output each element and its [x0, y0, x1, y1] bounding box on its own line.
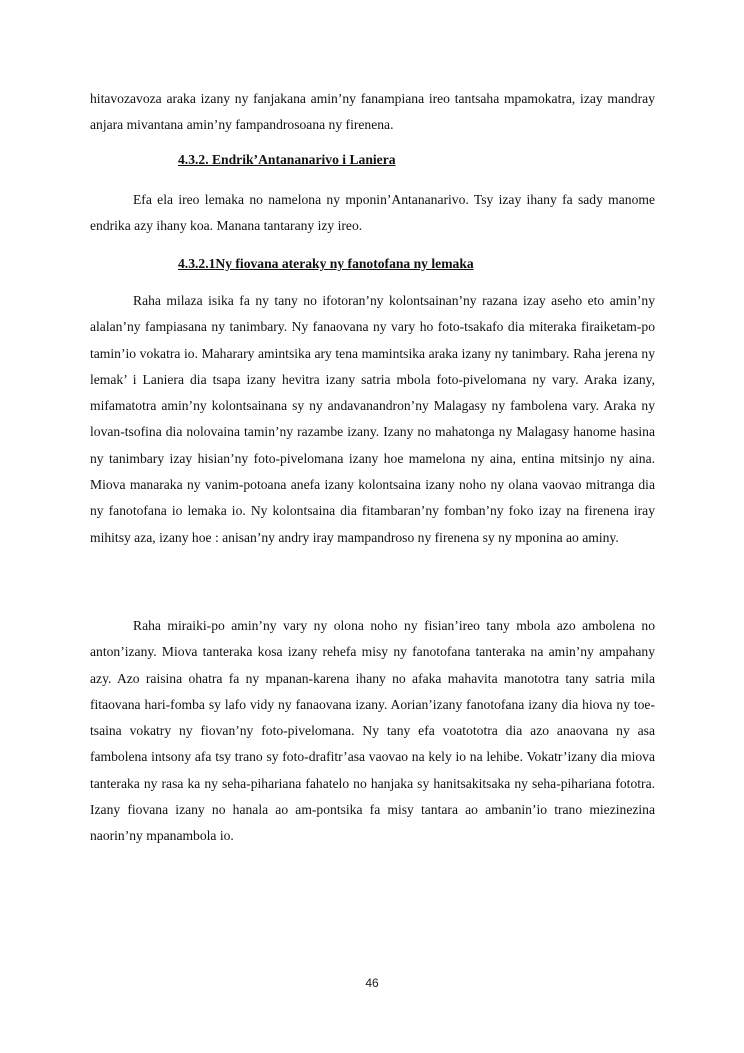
subsection-heading-4-3-2-1: 4.3.2.1Ny fiovana ateraky ny fanotofana ny lemaka [178, 256, 474, 271]
paragraph-continuation: hitavozavoza araka izany ny fanjakana amin’ny fanampiana ireo tantsaha mpamokatra, izay mandray anjara mivantana amin’ny fampandrosoana ny firenena. [90, 91, 655, 133]
section-heading-4-3-2: 4.3.2. Endrik’Antananarivo i Laniera [178, 152, 396, 167]
paragraph-change: Raha miraiki-po amin’ny vary ny olona noho ny fisian’ireo tany mbola azo ambolena no anton’izany. Miova tanteraka kosa izany rehefa misy ny fanotofana tanteraka na amin’ny ampahany azy. Azo raisina ohatra fa ny mpanan-karena ihany no afaka mahavita manototra tany satria mila fitaovana hari-fomba sy lafo vidy ny fanaovana izany. Aorian’izany fanotofana izany dia hiova ny toe-tsaina vokatry ny fiovan’ny foto-pivelomana. Ny tany efa voatototra dia azo anaovana ny asa fambolena intsony afa tsy trano sy foto-drafitr’asa vaovao na kely io na lehibe. Vokatr’izany dia miova tanteraka ny rasa ka ny seha-pihariana fahatelo no hanjaka sy hanitsakitsaka ny seha-pihariana fototra. Izany fiovana izany no hanala ao am-pontsika fa misy tantara ao ambanin’io trano miezinezina naorin’ny mpanambola io. [90, 618, 655, 844]
page-number: 46 [365, 976, 379, 990]
paragraph-culture: Raha milaza isika fa ny tany no ifotoran’ny kolontsainan’ny razana izay aseho eto amin’ny alalan’ny fampiasana ny tanimbary. Ny fanaovana ny vary ho foto-tsakafo dia miteraka firaiketam-po tamin’io vokatra io. Maharary amintsika ary tena mamintsika araka izany ny tanimbary. Raha jerena ny lemak’ i Laniera dia tsapa izany hevitra izany satria mbola foto-pivelomana ny vary. Araka izany, mifamatotra amin’ny kolontsainana sy ny andavanandron’ny Malagasy ny fambolena vary. Araka ny lovan-tsofina dia nolovaina tamin’ny razambe izany. Izany no mahatonga ny Malagasy hanome hasina ny tanimbary izay hisian’ny foto-pivelomana izany hoe mamelona ny aina, entina mitsinjo ny aina. Miova manaraka ny vanim-potoana anefa izany kolontsaina izany noho ny olana vaovao mitranga dia ny fanotofana io lemaka io. Ny kolontsaina dia fitambaran’ny fomban’ny foko izay na firenena iray mihitsy aza, izany hoe : anisan’ny andry iray mampandroso ny firenena sy ny mponina ao aminy. [90, 293, 655, 545]
paragraph-intro: Efa ela ireo lemaka no namelona ny mponin’Antananarivo. Tsy izay ihany fa sady manome endrika azy ihany koa. Manana tantarany izy ireo. [90, 192, 655, 234]
